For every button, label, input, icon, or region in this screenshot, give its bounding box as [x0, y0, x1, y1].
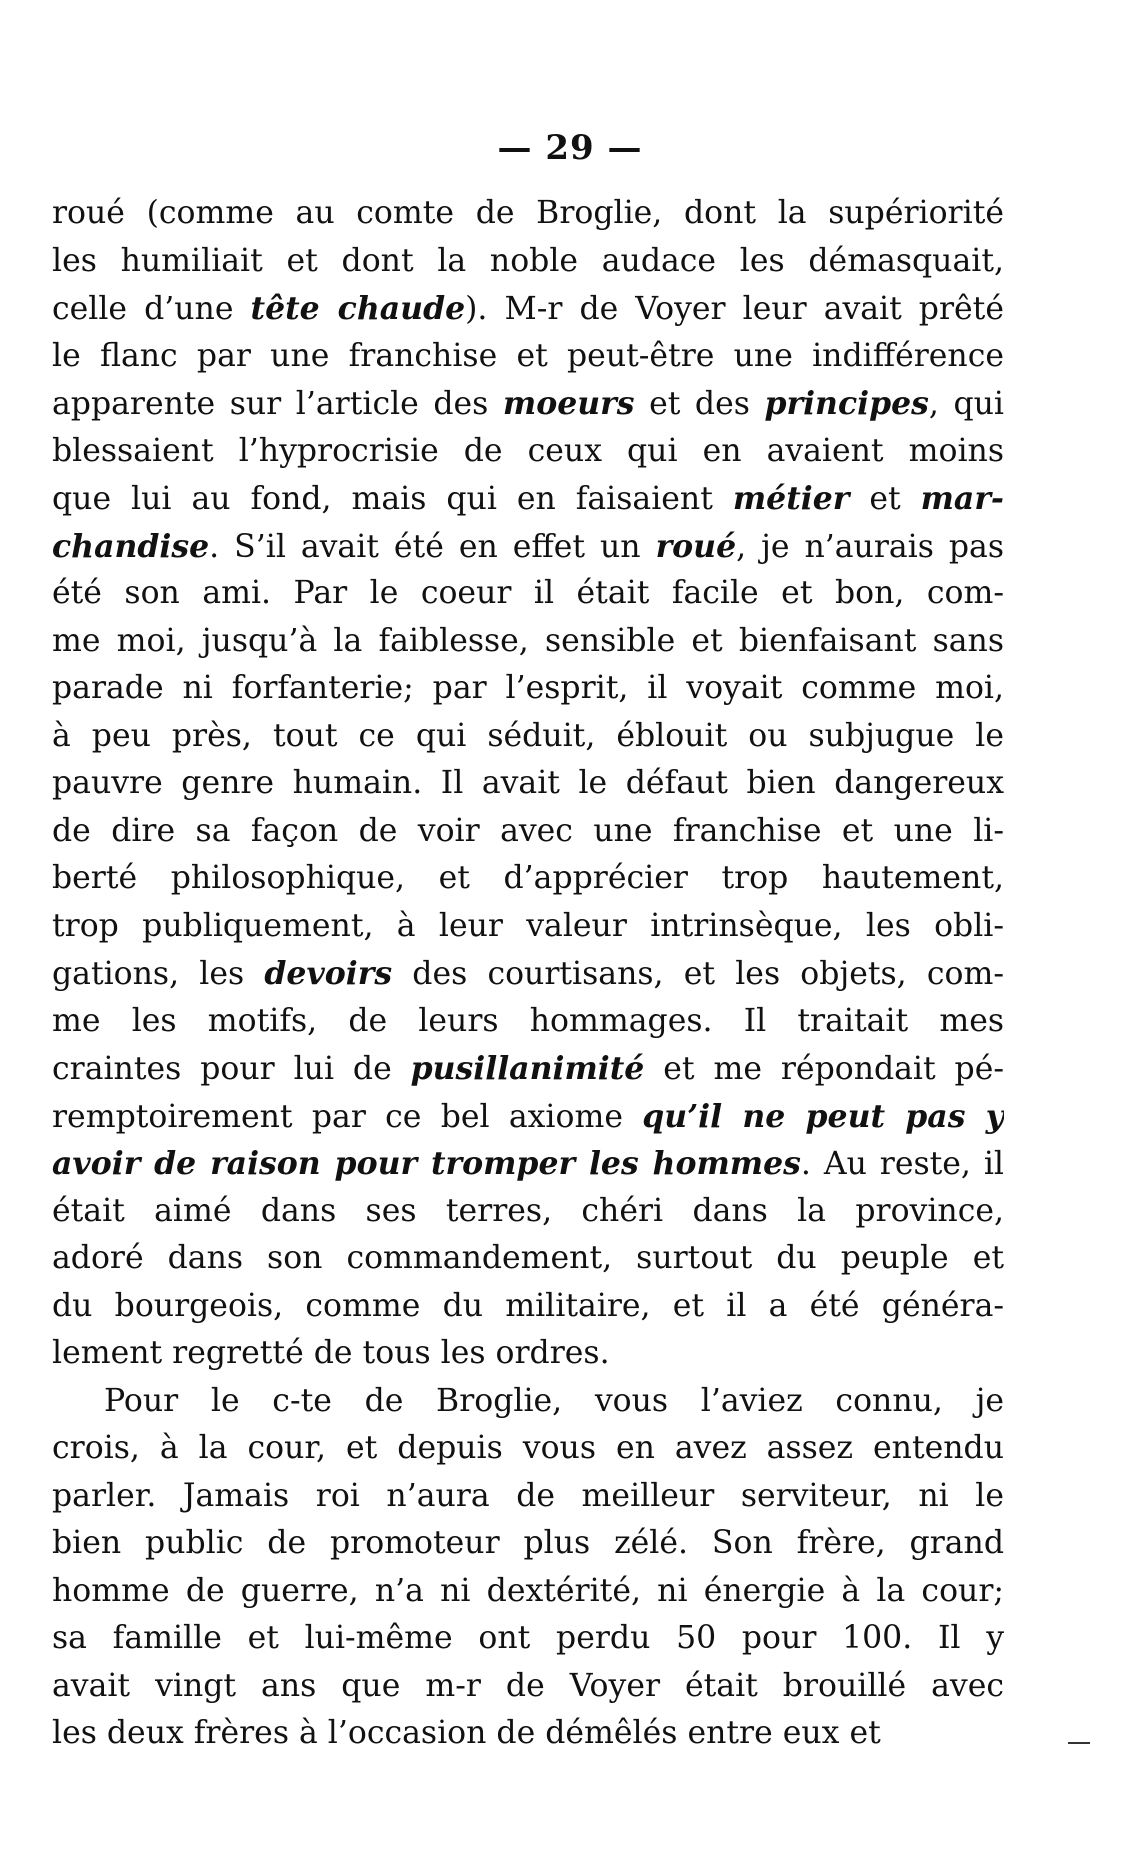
- italic-text: pusillanimité: [410, 1050, 645, 1087]
- text-line: de dire sa façon de voir avec une franchise et une li-: [52, 812, 1004, 849]
- text-line: parade ni forfanterie; par l’esprit, il voyait comme moi,: [52, 670, 1004, 706]
- text-line: avait vingt ans que m-r de Voyer était brouillé avec: [52, 1667, 1004, 1704]
- italic-text: avoir de raison pour tromper les hommes: [52, 1145, 801, 1182]
- text-line: bien public de promoteur plus zélé. Son frère, grand: [52, 1525, 1004, 1561]
- margin-mark: [1068, 1742, 1090, 1744]
- italic-text: métier: [732, 480, 850, 517]
- text-line: été son ami. Par le coeur il était facile et bon, com-: [52, 575, 1004, 611]
- text-line: du bourgeois, comme du militaire, et il a été généra-: [52, 1287, 1004, 1324]
- text-line: me moi, jusqu’à la faiblesse, sensible et bienfaisant sans: [52, 622, 1004, 659]
- text-line: gations, les devoirs des courtisans, et les objets, com-: [52, 955, 1004, 992]
- text-line: crois, à la cour, et depuis vous en avez assez entendu: [52, 1430, 1004, 1466]
- italic-text: chandise: [52, 527, 210, 565]
- text-line: sa famille et lui-même ont perdu 50 pour 100. Il y: [52, 1620, 1004, 1656]
- text-line: berté philosophique, et d’apprécier trop hautement,: [52, 860, 1004, 896]
- text-line: à peu près, tout ce qui séduit, éblouit ou subjugue le: [52, 717, 1004, 754]
- text-line: Pour le c-te de Broglie, vous l’aviez connu, je: [104, 1382, 1004, 1419]
- italic-text: moeurs: [502, 385, 635, 422]
- italic-text: mar-: [920, 480, 1004, 517]
- italic-text: roué: [655, 527, 737, 565]
- text-line: homme de guerre, n’a ni dextérité, ni énergie à la cour;: [52, 1572, 1004, 1609]
- text-line: chandise. S’il avait été en effet un roué, je n’aurais pas: [52, 527, 1004, 565]
- text-line: trop publiquement, à leur valeur intrinsèque, les obli-: [52, 907, 1004, 944]
- text-line: les humiliait et dont la noble audace les démasquait,: [52, 242, 1004, 279]
- text-line: craintes pour lui de pusillanimité et me répondait pé-: [52, 1050, 1004, 1087]
- text-line: adoré dans son commandement, surtout du peuple et: [52, 1240, 1004, 1276]
- text-line: blessaient l’hyprocrisie de ceux qui en avaient moins: [52, 432, 1004, 469]
- text-line: apparente sur l’article des moeurs et des principes, qui: [52, 385, 1004, 422]
- text-line: avoir de raison pour tromper les hommes. Au reste, il: [52, 1145, 1004, 1182]
- italic-text: principes: [764, 385, 929, 422]
- text-line: les deux frères à l’occasion de démêlés entre eux et: [52, 1715, 881, 1751]
- text-line: parler. Jamais roi n’aura de meilleur serviteur, ni le: [52, 1477, 1004, 1514]
- text-line: le flanc par une franchise et peut-être une indifférence: [52, 337, 1004, 374]
- text-line: était aimé dans ses terres, chéri dans la province,: [52, 1192, 1004, 1229]
- italic-text: tête chaude: [250, 290, 466, 327]
- text-line: que lui au fond, mais qui en faisaient métier et mar-: [52, 480, 1004, 517]
- text-line: pauvre genre humain. Il avait le défaut bien dangereux: [52, 765, 1004, 801]
- text-line: roué (comme au comte de Broglie, dont la supériorité: [52, 195, 1004, 231]
- body-text: [52, 190, 1004, 1758]
- text-line: me les motifs, de leurs hommages. Il traitait mes: [52, 1002, 1004, 1039]
- italic-text: qu’il ne peut pas y: [642, 1097, 1004, 1135]
- text-line: remptoirement par ce bel axiome qu’il ne peut pas y: [52, 1097, 1004, 1135]
- text-line: lement regretté de tous les ordres.: [52, 1335, 610, 1371]
- text-line: celle d’une tête chaude). M-r de Voyer leur avait prêté: [52, 290, 1004, 327]
- page-number: — 29 —: [497, 128, 643, 168]
- italic-text: devoirs: [264, 955, 393, 992]
